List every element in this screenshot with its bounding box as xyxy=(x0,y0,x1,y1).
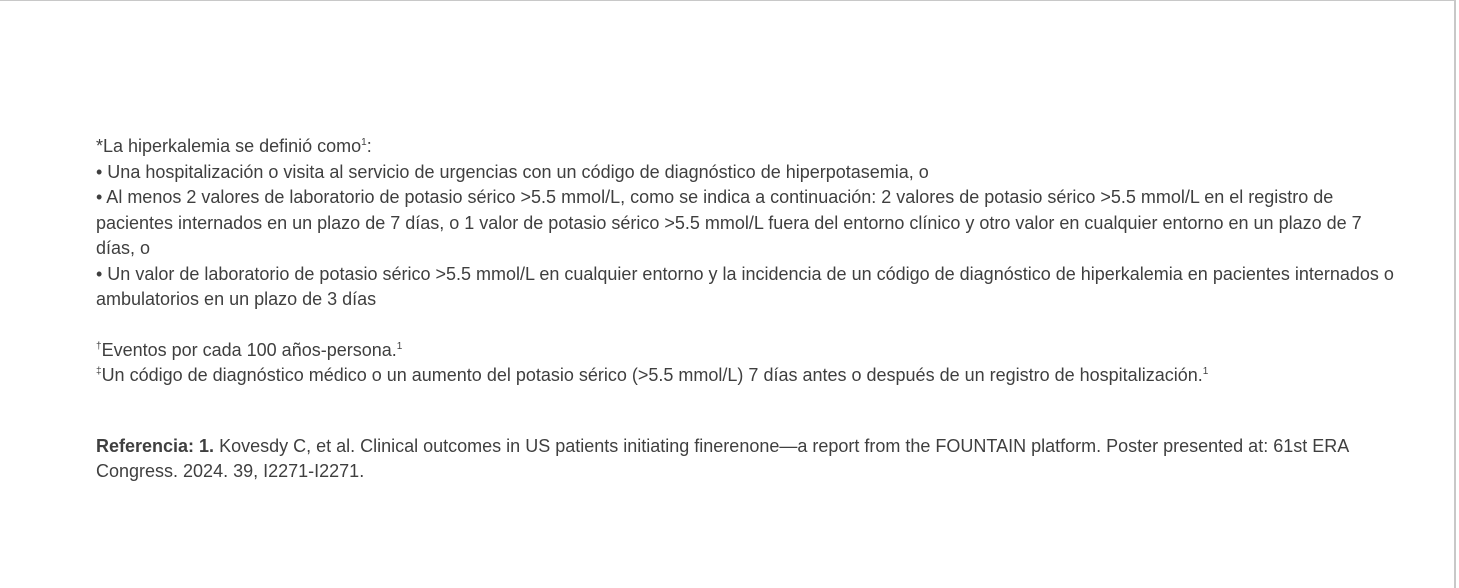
double-dagger-footnote-text: Un código de diagnóstico médico o un aumento del potasio sérico (>5.5 mmol/L) 7 días antes o después de un registro de hospitalización. xyxy=(101,365,1203,385)
citation-superscript: 1 xyxy=(1202,366,1209,377)
spacer xyxy=(96,389,1396,434)
hyperkalemia-bullet-2: • Al menos 2 valores de laboratorio de potasio sérico >5.5 mmol/L, como se indica a continuación: 2 valores de potasio sérico >5.5 mmol/L en el registro de pacientes internados en un plazo de 7 días, o 1 valor de potasio sérico >5.5 mmol/L fuera del entorno clínico y otro valor en cualquier entorno en un plazo de 7 días, o xyxy=(96,187,1362,258)
citation-superscript: 1 xyxy=(396,340,403,352)
hyperkalemia-bullet-3: • Un valor de laboratorio de potasio sérico >5.5 mmol/L en cualquier entorno y la incidencia de un código de diagnóstico de hiperkalemia en pacientes internados o ambulatorios en un plazo de 3 días xyxy=(96,263,1394,309)
reference-text: Kovesdy C, et al. Clinical outcomes in US patients initiating finerenone—a report from the FOUNTAIN platform. Poster presented at: 61st ERA Congress. 2024. 39, I2271-I2271. xyxy=(96,435,1349,481)
hyperkalemia-intro-tail: : xyxy=(366,136,372,156)
hyperkalemia-definition-intro xyxy=(96,134,1396,160)
dagger-footnote xyxy=(96,338,1396,364)
dagger-symbol: † xyxy=(96,340,102,352)
reference xyxy=(96,434,1396,485)
reference-label: Referencia: 1. xyxy=(96,435,215,456)
hyperkalemia-bullet-1: • Una hospitalización o visita al servicio de urgencias con un código de diagnóstico de hiperpotasemia, o xyxy=(96,161,929,182)
dagger-footnote-text: Eventos por cada 100 años-persona. xyxy=(101,339,397,360)
citation-superscript: 1 xyxy=(361,137,367,148)
hyperkalemia-intro-text: *La hiperkalemia se definió como xyxy=(96,136,362,156)
footnotes-section xyxy=(96,134,1396,485)
double-dagger-symbol: ‡ xyxy=(96,366,102,377)
double-dagger-footnote xyxy=(96,363,1396,389)
spacer xyxy=(96,313,1396,338)
